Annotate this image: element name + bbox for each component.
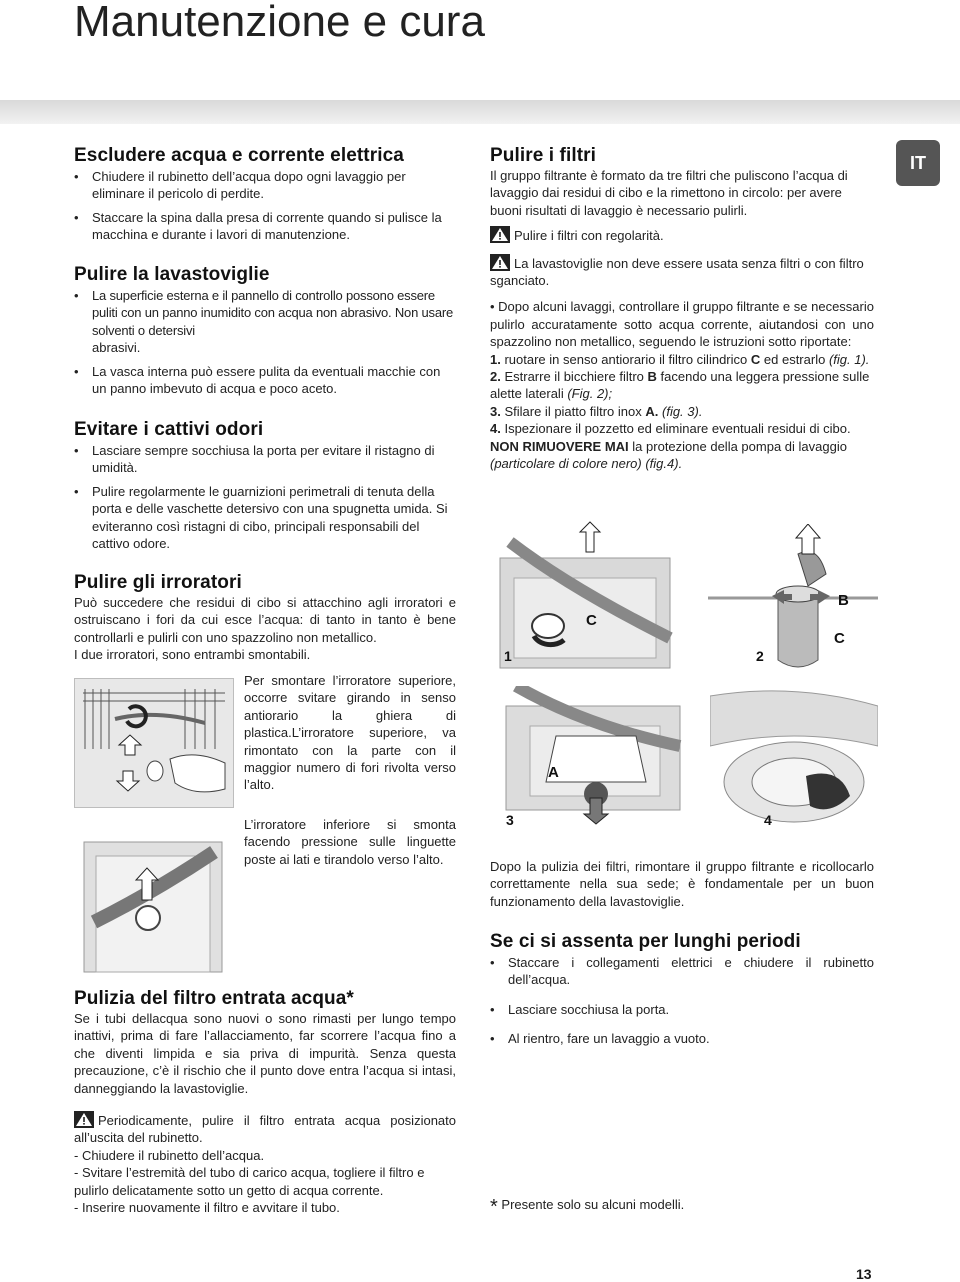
figure-number: 3 [506,812,514,828]
footnote-text: Presente solo su alcuni modelli. [501,1197,685,1212]
step: - Inserire nuovamente il filtro e avvitare il tubo. [74,1200,340,1216]
figure-3 [496,686,690,826]
step: NON RIMUOVERE MAI la protezione della pompa di lavaggio [490,438,847,454]
warning-text: La lavastoviglie non deve essere usata senza filtri o con filtro sganciato. [490,255,864,289]
warning-text: Periodicamente, pulire il filtro entrata acqua posizionato all’uscita del rubinetto. [74,1113,456,1146]
section-heading: Pulire gli irroratori [74,572,242,593]
warning-icon [490,254,510,271]
section-odors [74,419,456,552]
paragraph: Per smontare l’irroratore superiore, occorre svitare girando in senso antiorario la ghiera di plastica.L’irroratore superiore, va rimontato con la parte con il maggior numero di fori rivolta verso l’alto. [244,673,456,793]
section-clean [74,264,456,397]
upper-sprayer-illustration [74,678,234,808]
section-heading: Escludere acqua e corrente elettrica [74,145,404,166]
warning-note [74,1111,456,1147]
page-number: 13 [856,1266,872,1282]
list-item: • Al rientro, fare un lavaggio a vuoto. [490,1030,874,1047]
section-filters [490,145,874,473]
step: 1. ruotare in senso antiorario il filtro cilindrico C ed estrarlo (fig. 1). [490,351,870,367]
figure-label: C [586,612,597,629]
figure-label: B [838,592,849,609]
paragraph: Dopo la pulizia dei filtri, rimontare il gruppo filtrante e ricollocarlo correttamente nella sua sede; è fondamentale per un buon funzionamento della lavastoviglie. [490,859,874,909]
paragraph: Può succedere che residui di cibo si attacchino agli irroratori e ostruiscano i fori da cui esce l’acqua: di tanto in tanto è bene controllarli e pulirli con uno spazzolino non metallico. [74,595,456,645]
list-item: • Lasciare socchiusa la porta. [490,1001,874,1018]
figure-number: 2 [756,648,764,664]
list-item: • La superficie esterna e il pannello di controllo possono essere puliti con un panno inumidito con acqua non abrasivo. Non usare solventi o detersivi [74,287,456,339]
list-item: • La vasca interna può essere pulita da eventuali macchie con un panno imbevuto di acqua e poco aceto. [74,363,456,398]
figure-2 [708,524,878,674]
warning-note [490,254,874,290]
step: (particolare di colore nero) (fig.4). [490,456,683,472]
list-item: • Staccare la spina dalla presa di corrente quando si pulisce la macchina e durante i lavori di manutenzione. [74,209,456,244]
paragraph: I due irroratori, sono entrambi smontabili. [74,647,311,663]
section-heading: Pulire la lavastoviglie [74,264,270,285]
paragraph: Il gruppo filtrante è formato da tre filtri che puliscono l’acqua di lavaggio dai residui di cibo e la rimettono in circolo: per avere buoni risultati di lavaggio è necessario pulirli. [490,168,848,218]
figure-label: C [834,630,845,647]
list-item: • Lasciare sempre socchiusa la porta per evitare il ristagno di umidità. [74,442,456,477]
figure-1 [490,518,682,674]
section-inlet-filter [74,988,456,1216]
section-sprayers [74,572,456,664]
reassemble-note [490,858,874,910]
lower-sprayer-text [244,816,456,868]
figure-number: 1 [504,648,512,664]
page-title: Manutenzione e cura [74,0,485,46]
upper-sprayer-text [244,672,456,794]
section-heading: Evitare i cattivi odori [74,419,264,440]
section-absence [490,931,874,1048]
language-badge: IT [896,140,940,186]
step: - Svitare l’estremità del tubo di carico acqua, togliere il filtro e pulirlo delicatamente sotto un getto di acqua corrente. [74,1165,425,1198]
section-heading: Pulire i filtri [490,145,597,166]
paragraph: • Dopo alcuni lavaggi, controllare il gruppo filtrante e se necessario pulirlo accuratamente sotto acqua corrente, aiutandosi con uno spazzolino non metallico, seguendo le istruzioni sotto riportate: [490,299,874,350]
lower-sprayer-illustration [74,822,232,980]
warning-icon [74,1111,94,1128]
list-item: • Chiudere il rubinetto dell’acqua dopo ogni lavaggio per eliminare il pericolo di perdite. [74,168,456,203]
step: 3. Sfilare il piatto filtro inox A. (fig. 3). [490,403,703,419]
figure-label: A [548,764,559,781]
footnote [490,1196,874,1216]
bullet-text: Dopo alcuni lavaggi, controllare il gruppo filtrante e se necessario pulirlo accuratamente sotto acqua corrente, aiutandosi con uno spazzolino non metallico, seguendo le istruzioni sotto riportate: [490,299,874,350]
warning-text: Pulire i filtri con regolarità. [514,228,664,244]
paragraph: Se i tubi dellacqua sono nuovi o sono rimasti per lungo tempo inattivi, prima di fare l’allacciamento, far scorrere l’acqua fino a che diventi limpida e sia priva di impurità. Senza questa precauzione, c’è il rischio che il punto dove entra l’acqua si intasi, danneggiando la lavastoviglie. [74,1011,456,1096]
section-heading: Se ci si assenta per lunghi periodi [490,931,801,952]
step: - Chiudere il rubinetto dell’acqua. [74,1147,265,1163]
warning-icon [490,226,510,243]
section-heading: Pulizia del filtro entrata acqua* [74,988,354,1009]
figure-4 [710,686,878,828]
step: 4. Ispezionare il pozzetto ed eliminare eventuali residui di cibo. [490,421,851,437]
list-item: • Pulire regolarmente le guarnizioni perimetrali di tenuta della porta e delle vaschette detersivo con una spugnetta umida. Si eviteranno così ristagni di cibo, principali responsabili del cattivo odore. [74,483,456,553]
warning-note [490,226,874,244]
figure-number: 4 [764,812,772,828]
paragraph: L’irroratore inferiore si smonta facendo pressione sulle linguette poste ai lati e tirandolo verso l’alto. [244,817,456,867]
footnote-marker: * [490,1196,498,1218]
header-band [0,100,960,124]
section-utilities [74,145,456,244]
list-item: • Staccare i collegamenti elettrici e chiudere il rubinetto dell’acqua. [490,954,874,989]
step: 2. Estrarre il bicchiere filtro B facendo una leggera pressione sulle alette laterali (Fig. 2); [490,369,870,402]
paragraph: abrasivi. [92,340,141,356]
